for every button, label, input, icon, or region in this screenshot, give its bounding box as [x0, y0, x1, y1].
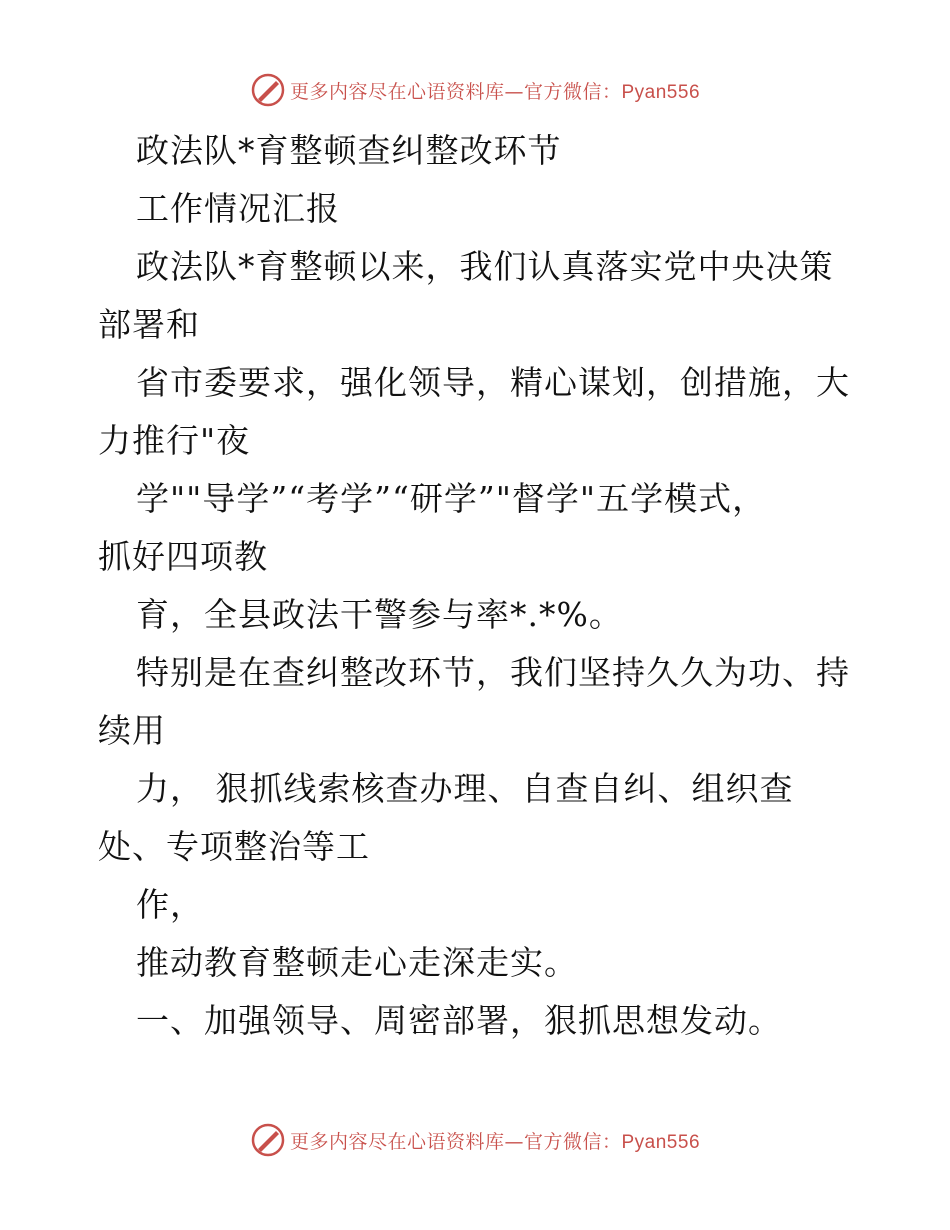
text-line: 学""导学”“考学”“研学”"督学"五学模式， [136, 479, 767, 518]
text-line: 特别是在查纠整改环节，我们坚持久久为功、持 [136, 653, 850, 692]
document-body [98, 122, 868, 1050]
text-line: 育，全县政法干警参与率*.*%。 [136, 595, 623, 634]
header-banner [0, 70, 950, 110]
text-line: 工作情况汇报 [136, 189, 340, 228]
text-line: 一、加强领导、周密部署，狠抓思想发动。 [136, 1001, 782, 1040]
banner-text: 更多内容尽在心语资料库—官方微信：Pyan556 [289, 1130, 701, 1153]
text-line: 作， [136, 885, 204, 924]
quill-pen-seal-icon [250, 72, 286, 108]
text-line: 部署和 [98, 305, 200, 344]
text-line: 续用 [98, 711, 166, 750]
text-line: 推动教育整顿走心走深走实。 [136, 943, 578, 982]
footer-banner [0, 1120, 950, 1160]
quill-pen-seal-icon [250, 1122, 286, 1158]
banner-text: 更多内容尽在心语资料库—官方微信：Pyan556 [289, 80, 701, 103]
text-line: 力推行"夜 [98, 421, 251, 460]
text-line: 力， 狠抓线索核查办理、自查自纠、组织查 [136, 769, 794, 808]
text-line: 抓好四项教 [98, 537, 268, 576]
text-line: 省市委要求，强化领导，精心谋划，创措施，大 [136, 363, 850, 402]
text-line: 政法队*育整顿以来，我们认真落实党中央决策 [136, 247, 834, 286]
wechat-id: Pyan556 [621, 1131, 701, 1153]
wechat-id: Pyan556 [621, 81, 701, 103]
text-line: 政法队*育整顿查纠整改环节 [136, 131, 562, 170]
text-line: 处、专项整治等工 [98, 827, 370, 866]
